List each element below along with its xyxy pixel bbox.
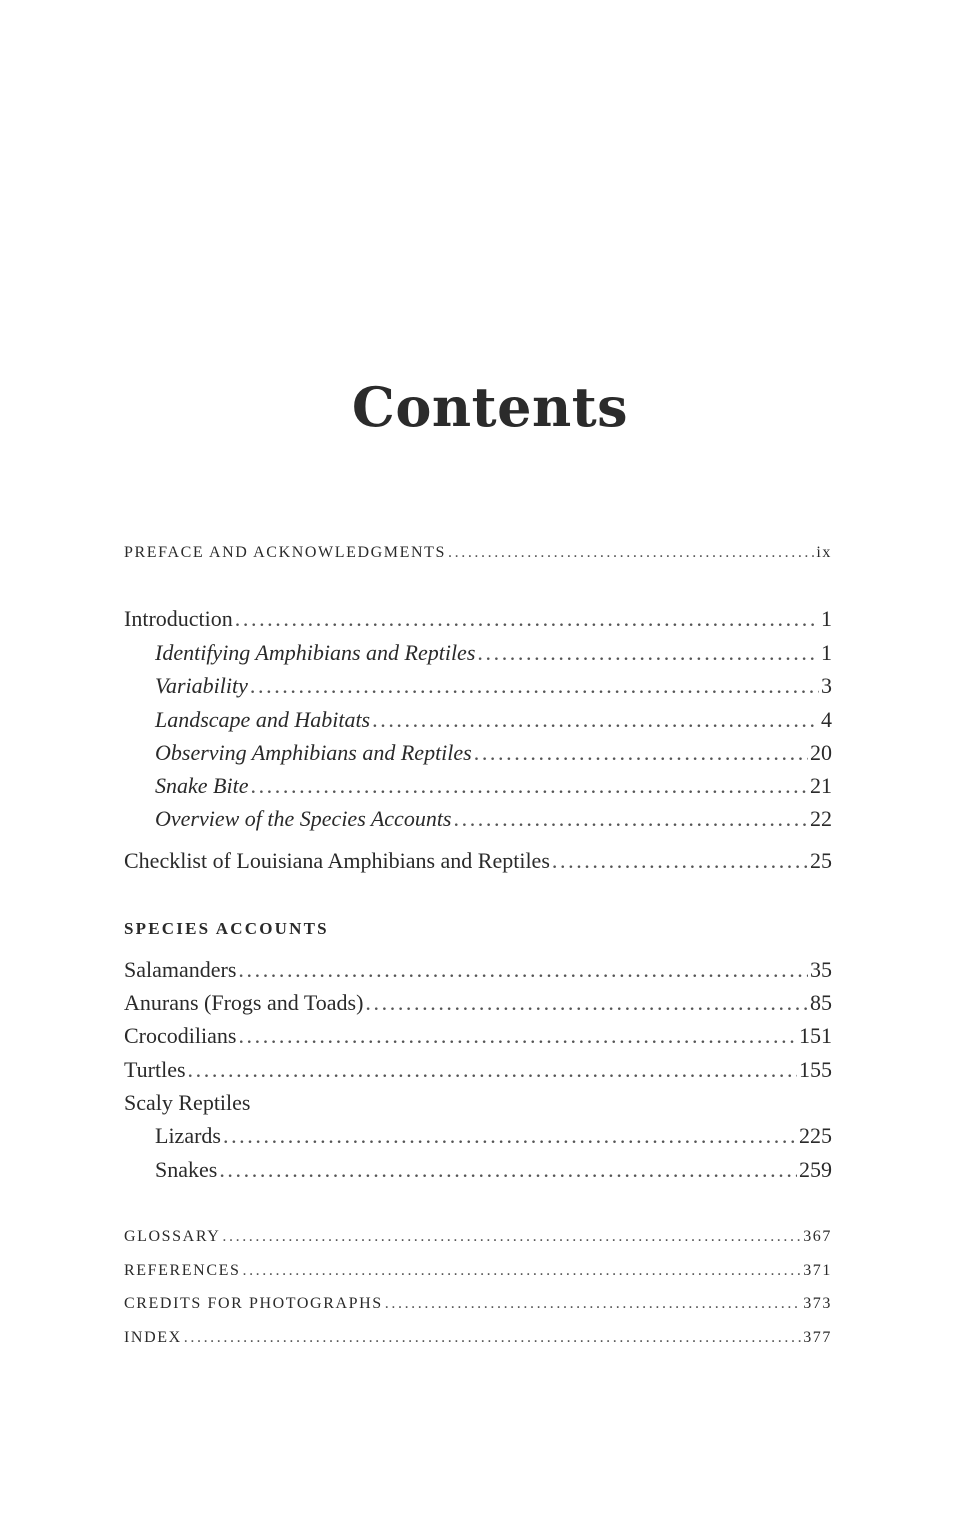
toc-subentry-snakes[interactable]	[155, 1155, 832, 1185]
toc-page-number: 371	[803, 1262, 832, 1279]
toc-entry-label: Overview of the Species Accounts	[155, 806, 452, 831]
toc-entry-label: Variability	[155, 673, 248, 698]
toc-leader-dots	[235, 604, 819, 634]
toc-entry-label: Anurans (Frogs and Toads)	[124, 990, 364, 1015]
toc-page-number: ix	[816, 544, 832, 561]
toc-leader-dots	[372, 705, 819, 735]
toc-entry-introduction[interactable]	[124, 604, 832, 634]
toc-page-number: 155	[799, 1057, 832, 1082]
toc-entry-label: Introduction	[124, 606, 233, 631]
toc-entry-turtles[interactable]	[124, 1055, 832, 1085]
toc-leader-dots	[385, 1289, 801, 1319]
toc-leader-dots	[242, 1256, 801, 1286]
toc-page-number: 225	[799, 1123, 832, 1148]
section-heading-species-accounts: SPECIES ACCOUNTS	[124, 919, 329, 938]
toc-leader-dots	[477, 638, 819, 668]
toc-page-number: 25	[810, 848, 832, 873]
toc-leader-dots	[238, 1021, 797, 1051]
toc-leader-dots	[250, 771, 808, 801]
toc-page-number: 22	[810, 806, 832, 831]
toc-subentry[interactable]	[155, 804, 832, 834]
toc-leader-dots	[222, 1222, 801, 1252]
toc-entry-references[interactable]	[124, 1256, 832, 1286]
toc-subentry[interactable]	[155, 738, 832, 768]
toc-leader-dots	[188, 1055, 797, 1085]
toc-page-number: 377	[803, 1329, 832, 1346]
toc-page-number: 259	[799, 1157, 832, 1182]
toc-leader-dots	[365, 988, 808, 1018]
toc-entry-label: REFERENCES	[124, 1262, 241, 1279]
toc-page-number: 4	[821, 707, 832, 732]
toc-entry-label: Snakes	[155, 1157, 218, 1182]
toc-entry-label: Lizards	[155, 1123, 221, 1148]
toc-entry-label: Identifying Amphibians and Reptiles	[155, 640, 476, 665]
toc-leader-dots	[238, 955, 808, 985]
toc-leader-dots	[454, 804, 809, 834]
toc-leader-dots	[448, 538, 814, 568]
toc-entry-scaly-reptiles[interactable]: Scaly Reptiles	[124, 1090, 251, 1115]
toc-page-number: 3	[821, 673, 832, 698]
toc-entry-label: Checklist of Louisiana Amphibians and Reptiles	[124, 848, 550, 873]
toc-page-number: 35	[810, 957, 832, 982]
toc-entry-label: Turtles	[124, 1057, 186, 1082]
page-title: Contents	[351, 375, 629, 439]
toc-page-number: 151	[799, 1023, 832, 1048]
toc-subentry[interactable]	[155, 705, 832, 735]
toc-entry-label: Landscape and Habitats	[155, 707, 371, 732]
toc-page-number: 373	[803, 1295, 832, 1312]
toc-leader-dots	[474, 738, 808, 768]
toc-page-number: 85	[810, 990, 832, 1015]
toc-page-number: 367	[803, 1228, 832, 1245]
toc-leader-dots	[223, 1121, 797, 1151]
toc-subentry[interactable]	[155, 671, 832, 701]
toc-entry-salamanders[interactable]	[124, 955, 832, 985]
toc-leader-dots	[219, 1155, 797, 1185]
toc-page-number: 21	[810, 773, 832, 798]
toc-page-number: 20	[810, 740, 832, 765]
toc-page-number: 1	[821, 640, 832, 665]
toc-entry-label: Snake Bite	[155, 773, 249, 798]
toc-entry-label: INDEX	[124, 1329, 182, 1346]
toc-entry-glossary[interactable]	[124, 1222, 832, 1252]
toc-entry-crocodilians[interactable]	[124, 1021, 832, 1051]
toc-entry-checklist[interactable]	[124, 846, 832, 876]
toc-subentry[interactable]	[155, 638, 832, 668]
toc-page-number: 1	[821, 606, 832, 631]
toc-entry-label: Salamanders	[124, 957, 237, 982]
toc-entry-label: PREFACE AND ACKNOWLEDGMENTS	[124, 544, 447, 561]
toc-entry-preface[interactable]	[124, 538, 832, 568]
toc-entry-anurans[interactable]	[124, 988, 832, 1018]
toc-entry-label: CREDITS FOR PHOTOGRAPHS	[124, 1295, 383, 1312]
toc-entry-index[interactable]	[124, 1323, 832, 1353]
toc-leader-dots	[184, 1323, 801, 1353]
toc-subentry[interactable]	[155, 771, 832, 801]
toc-subentry-lizards[interactable]	[155, 1121, 832, 1151]
toc-entry-label: Observing Amphibians and Reptiles	[155, 740, 472, 765]
toc-entry-label: GLOSSARY	[124, 1228, 221, 1245]
toc-leader-dots	[552, 846, 808, 876]
toc-entry-label: Crocodilians	[124, 1023, 237, 1048]
toc-entry-credits[interactable]	[124, 1289, 832, 1319]
toc-leader-dots	[250, 671, 819, 701]
